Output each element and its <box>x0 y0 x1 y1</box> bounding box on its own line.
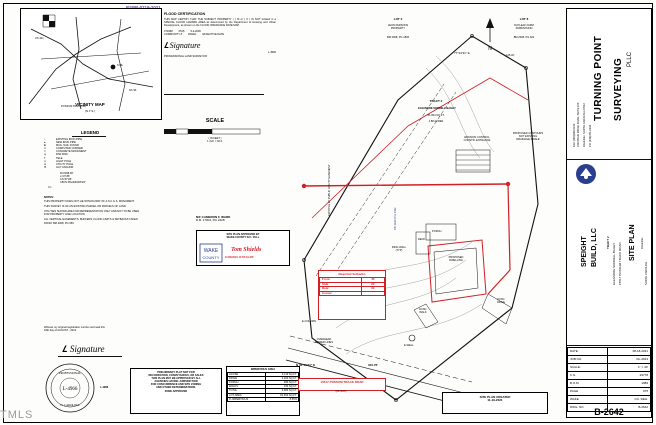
tract-line-3: 15517 POSSUM TRACK ROAD <box>618 242 622 285</box>
title-block-label: PAGE <box>568 388 608 396</box>
company-logo <box>575 163 597 185</box>
impervious-value: 6,983 SQ.FT. <box>265 389 298 393</box>
lot2-ref: BM 2008, PG 1836 <box>386 36 410 39</box>
flood-body: THIS MAP CERTIFY THAT THE SUBJECT PROPERTY ( ) IS or ( X ) IS NOT located in a SPECIAL FLOOD HAZARD AREA as determined by the Department of Housing and Urban Development, as shown on the FLOOD INSURANCE RATE MAP. <box>164 18 276 28</box>
title-block-row <box>568 364 651 372</box>
preliminary-note-box <box>130 368 222 414</box>
title-block-label: B.O.M. <box>568 380 608 388</box>
title-block-row <box>568 388 651 396</box>
impervious-label: % IMPERVIOUS <box>228 397 266 401</box>
legend-symbol-icon: ⊙ <box>44 159 47 163</box>
title-block-row <box>568 396 651 404</box>
dist-bottom: 310.76' <box>368 363 378 367</box>
plat-drawing <box>276 8 562 416</box>
legend-item <box>44 166 136 169</box>
legend-item-label: COMPUTED CORNER <box>56 147 83 151</box>
title-block-value: 08-18-2021 <box>608 348 651 356</box>
flood-panel: 0515 <box>178 30 185 34</box>
impervious-value: 190 SQ.FT. <box>265 385 298 389</box>
title-block-row <box>568 356 651 364</box>
note-line: THIS PROPERTY DOES NOT LIE WITHIN 2000' OF A N.C.G.S. MONUMENT. <box>44 200 135 204</box>
road-row-label: (60' R/W) <box>335 390 347 393</box>
impervious-label: HOUSE <box>228 373 266 377</box>
legend-symbol-icon: ⊚ <box>44 162 47 166</box>
preliminary-line: ZONE APPROVED <box>164 389 188 393</box>
legend-symbol-icon: ◎ <box>44 153 47 157</box>
flood-surveyor-line: PROFESSIONAL LAND SURVEYOR <box>164 54 207 58</box>
legend-item-label: MAG. NAIL FOUND <box>56 144 79 148</box>
legend-item-label: R/W DISK <box>56 153 68 157</box>
bearing-top: 77°44'31" E <box>454 51 470 55</box>
title-block-row <box>568 380 651 388</box>
title-block-row <box>568 372 651 380</box>
legend-symbol-icon: T <box>44 156 46 160</box>
approval-signature: Tom Shields <box>231 247 262 253</box>
svg-text:N. CAROLINA: N. CAROLINA <box>60 403 80 407</box>
svg-text:N: N <box>488 46 492 52</box>
vicinity-road-3: POSSUM TRACK RD <box>61 105 87 108</box>
preliminary-line: AGENCIES HAVING JURISDICTION <box>154 380 198 384</box>
title-block-row <box>568 348 651 356</box>
company-address-2: RALEIGH, NORTH CAROLINA 27612 <box>583 103 586 147</box>
company-address-1: 4113 BLUE RIDGE ROAD, SUITE 100 <box>577 102 580 147</box>
title-block-value: 975 <box>608 388 651 396</box>
flood-license: L-4966 <box>267 50 276 54</box>
legend-symbol-icon: ⚑ <box>44 165 47 169</box>
impervious-label: DRIVE <box>228 377 266 381</box>
impervious-label: LOT AREA <box>228 393 266 397</box>
porch-label: PORCH <box>432 230 442 233</box>
company-phone: PH: (919)781-0234 <box>589 124 592 147</box>
tract-line-4: RALEIGH <box>641 237 644 249</box>
dwg-number: B-2642 <box>594 407 624 417</box>
flood-community: 370368 <box>164 30 173 34</box>
surveyor-seal <box>44 362 96 414</box>
legend-item-label: CONCRETE MONUMENT <box>56 150 87 154</box>
deck-label: DECK <box>418 238 426 241</box>
conc-drive-label: CONC. DRIVE <box>496 298 506 305</box>
preliminary-line: THIS PLAN MAY BE APPROVED BY ALL <box>151 377 201 381</box>
legend-item-label: EXISTING IRON PIPE <box>56 138 82 141</box>
flood-date-label: EFFECTIVE DATE <box>202 33 225 37</box>
vicinity-map-title: VICINITY MAP <box>75 102 105 107</box>
setback-label: Rear <box>320 287 362 291</box>
lot8-owner: DAYLEAF FARM SUBDIVISION <box>514 24 534 31</box>
dwelling-label: PROPOSED DWELLING <box>448 256 464 263</box>
legend-item-label: UTILITY POLE <box>56 162 74 166</box>
flood-heading: FLOOD CERTIFICATION <box>164 12 206 16</box>
blue-deed-note: DB 10204 PG 2432 <box>394 207 397 230</box>
tract-owner: ELEANORE SORRELL BAILEY <box>418 107 456 110</box>
title-block-label: DWG. NO. <box>568 404 608 412</box>
company-name: TURNING POINT <box>593 35 604 121</box>
site-plan-label: SITE PLAN <box>629 224 636 261</box>
site-plan-created-label: SITE PLAN CREATED <box>479 395 511 399</box>
vicinity-road-1: US 401 <box>35 37 44 40</box>
preliminary-line: FOR CONCURRENCE AND SITE ZONING <box>150 383 202 387</box>
seal-number: L-4966 <box>100 386 109 389</box>
flood-community-label: COMMUNITY # <box>164 33 183 37</box>
setback-row <box>320 291 385 295</box>
existing-easement-label: EXISTING 20' PUBLIC UTILITY EASEMENT <box>328 164 331 216</box>
impervious-value: 8.55% <box>265 397 298 401</box>
owner-name: N/F CAMERON F. WARD <box>196 215 231 219</box>
preliminary-line: AND OTHER DETERMINATIONS. <box>155 386 196 390</box>
legend-symbol-icon: ● <box>44 141 46 145</box>
setback-value: 40 <box>361 278 384 282</box>
witness-block <box>44 326 144 332</box>
lot8-label: LOT 8 <box>519 17 529 21</box>
lot2-label: LOT 2 <box>393 17 403 21</box>
impervious-value: 4,113 SQ.FT. <box>265 373 298 377</box>
title-block-label: JOB NO. <box>568 356 608 364</box>
approval-line1: SITE PLAN APPROVED BY <box>226 233 260 236</box>
legend-item-label: LIGHT POLE <box>56 159 72 163</box>
curve-data: R=2348.00' L=37.86' Ch=37.86' CB=N 06\u00b006'29" <box>60 172 86 185</box>
note-line: ALL VERTICAL EASEMENTS, BUFFERS, FLOOD LIMITS & SETBACKS TAKEN FROM: BM 2008, PG 659 <box>44 218 138 225</box>
title-block-value: 29778 <box>608 372 651 380</box>
setback-label: Corner <box>320 291 362 295</box>
vicinity-road-2: NC 96 <box>129 89 137 92</box>
setback-value <box>361 291 384 295</box>
tract-area-ac: 1.88 ACRES <box>428 120 444 123</box>
flood-certification-block <box>164 12 276 58</box>
title-block-value: 1" = 40' <box>608 364 651 372</box>
vicinity-site-label: SITE <box>117 64 123 67</box>
legend-item-label: NEW IRON PIPE <box>56 141 76 145</box>
title-block-label: SCALE: <box>568 364 608 372</box>
company-name-2: SURVEYING <box>613 57 624 121</box>
notes-block <box>44 196 140 227</box>
company-name-block <box>567 9 651 159</box>
proposed-contours-label: PROPOSED CONTOURS NOT EXISTING DRAINAGE SWALE <box>512 132 544 142</box>
svg-text:L-4966: L-4966 <box>62 387 78 392</box>
overhead-power-label: OVERHEAD POWER LINES <box>314 338 334 345</box>
project-name-block <box>567 189 651 369</box>
legend-item-label: TELE <box>56 156 63 160</box>
setback-label: Front <box>320 278 362 282</box>
e-column-label: E-COLUMN <box>302 320 316 323</box>
preliminary-line: PRELIMINARY PLAT NOT FOR <box>157 371 195 374</box>
title-block-label: WAKE <box>568 396 608 404</box>
title-block-value: RL-2643 <box>608 356 651 364</box>
approval-date: 11/24/2021 11:55:19 AM <box>225 256 254 259</box>
title-block-value: B-2642 <box>608 404 651 412</box>
preliminary-line: RECORDATION, CONVEYANCES, OR SALES <box>148 374 204 378</box>
curve-label-cl: Cl - <box>48 186 53 189</box>
scale-block <box>160 118 270 143</box>
notes-title: NOTES: <box>44 196 54 199</box>
legend-symbol-icon: ○ <box>44 138 46 141</box>
required-setbacks-table <box>318 270 386 320</box>
impervious-value: 480 SQ.FT. <box>265 381 298 385</box>
setback-value: 20 <box>361 282 384 286</box>
setback-label: Side <box>320 282 362 286</box>
scale-unit: ( IN FEET ) <box>208 137 222 140</box>
flood-panel-label: PANEL <box>188 33 197 37</box>
title-block-label: DATE: <box>568 348 608 356</box>
dist-top: 125.40' <box>506 54 515 57</box>
site-plan-created-box <box>442 392 548 414</box>
project-name-2: BUILD, LLC <box>591 228 598 267</box>
impervious-value: 81,654 SQ.FT. <box>265 393 298 397</box>
company-suffix: PLLC <box>627 51 633 67</box>
witness-date: 18th day of AUGUST , 2021. <box>44 329 77 333</box>
road-address-text: 15517 POSSUM TRACK ROAD <box>320 380 364 384</box>
tract-label: TRACT 2 <box>429 99 443 103</box>
lot8-ref: BM 2008, PG 624 <box>513 36 535 39</box>
project-name-1: SPEIGHT <box>581 236 588 267</box>
legend-block <box>44 130 136 169</box>
setback-value: 30 <box>361 287 384 291</box>
title-block-value: CO. REG. <box>608 396 651 404</box>
owner-deed: D.B. 17004, PG 2428 <box>196 218 225 223</box>
legend-title: LEGEND <box>80 130 100 135</box>
witness-text: Witness my original registration number and seal this <box>44 326 105 329</box>
vicinity-map-subtitle: (N.T.S.) <box>84 109 96 113</box>
impervious-label: WALKS <box>228 385 266 389</box>
company-fax: FAX: (800)948-0213 <box>573 123 576 147</box>
svg-text:WAKE: WAKE <box>203 248 219 254</box>
witness-signature: 𝑳 Signature <box>62 344 105 354</box>
setbacks-title: Required Setbacks <box>338 272 366 276</box>
approval-line2: WAKE COUNTY N.C. FULL <box>226 236 260 240</box>
svg-text:COUNTY: COUNTY <box>202 255 220 260</box>
flood-signature: 𝑳 Signature <box>164 40 201 50</box>
erosion-control-label: EROSION CONTROL CONSTR. ENTRANCE <box>463 136 491 143</box>
impervious-title: IMPERVIOUS AREA <box>250 368 276 371</box>
note-line: UTILITIES SHOWN ARE FOR REPRESENTATION ONLY AND NOT TO BE USED FOR PROPERTY LINE LOCATION <box>44 210 140 217</box>
impervious-value: 2,200 SQ.FT. <box>265 377 298 381</box>
title-block-value: 1989 <box>608 380 651 388</box>
tract-area-sf: 81,654 SQ.FT. <box>427 114 445 117</box>
tract-line-1: TRACT 2 <box>606 236 610 249</box>
scale-ratio: 1 inch = 40 ft. <box>207 140 223 144</box>
title-block-label: C.N. <box>568 372 608 380</box>
legend-symbol-icon: □ <box>44 150 46 154</box>
tract-line-2: ELEANORE SORRELL BAILEY <box>612 242 616 285</box>
impervious-label: PORCH <box>228 381 266 385</box>
title-block <box>566 8 652 418</box>
scale-title: SCALE <box>205 118 225 124</box>
conc-walk-label: CONC. WALK <box>418 308 428 315</box>
well-label: E-WELL <box>404 344 414 347</box>
svg-text:PROFESSIONAL: PROFESSIONAL <box>58 371 82 375</box>
approval-box <box>196 230 290 266</box>
wake-county-stamp <box>199 243 223 263</box>
tract-line-6: NORTH CAROLINA <box>645 261 648 285</box>
adjoining-owner-label <box>196 216 286 223</box>
note-line: THIS SURVEY IS OF AN EXISTING PARCEL OR PARCELS OF LAND. <box>44 205 127 209</box>
legend-symbol-icon: ■ <box>44 144 46 148</box>
legend-symbol-icon: ✕ <box>44 147 47 151</box>
bearing-bottom: N 33°40'31" E <box>296 363 316 367</box>
impervious-label: TOTAL <box>228 389 266 393</box>
lot2-owner: LEON PARSONS PROPERTY <box>387 24 409 31</box>
ring-wall-label: RING WALL (TYP) <box>391 246 407 253</box>
legend-item-label: GUY ANCHOR <box>56 165 74 169</box>
site-plan-created-date: 11-19-2021 <box>487 398 503 403</box>
flood-date-value: 5-2-2006 <box>190 30 201 34</box>
tmls-watermark: TMLS <box>0 409 34 421</box>
plat-drawing-svg <box>276 8 562 416</box>
